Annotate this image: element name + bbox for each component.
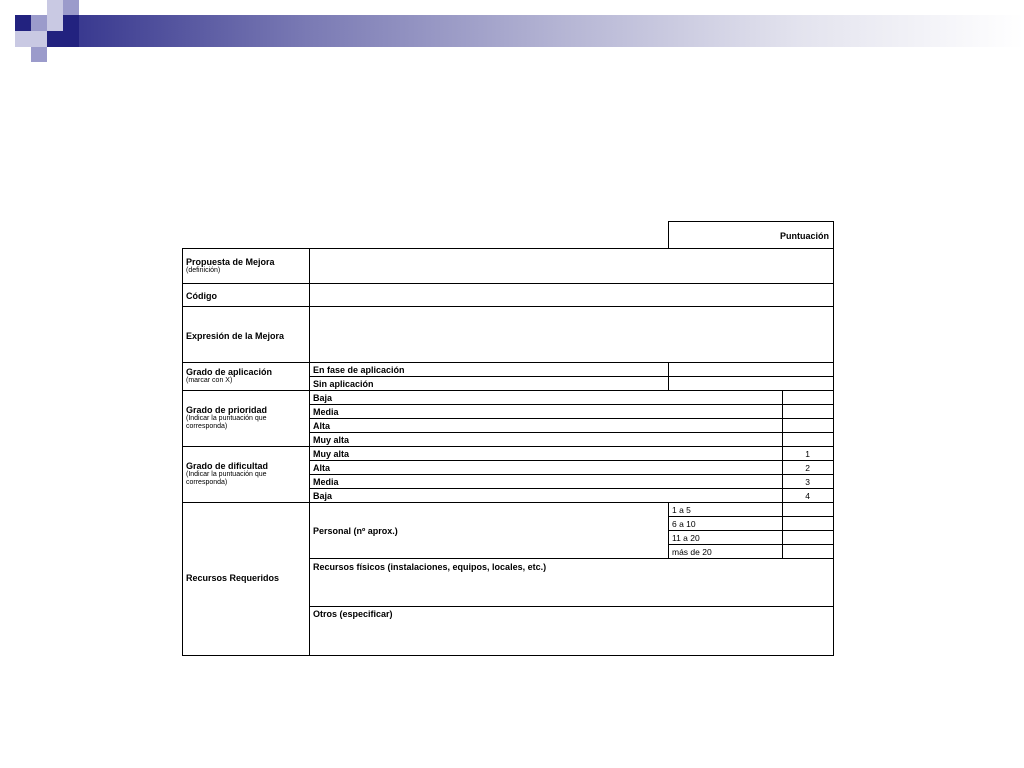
- personal-range-1: 1 a 5: [672, 505, 691, 515]
- grado-dificultad-note: (Indicar la puntuación que corresponda): [186, 471, 267, 486]
- personal-range-3: 11 a 20: [672, 533, 700, 543]
- improvement-proposal-form: [182, 221, 834, 656]
- dificultad-option-alta: Alta: [313, 463, 331, 473]
- dificultad-score-4: 4: [805, 491, 810, 501]
- personal-mark-2[interactable]: [784, 518, 832, 529]
- dificultad-option-baja: Baja: [313, 491, 333, 501]
- grado-aplicacion-label: Grado de aplicación (marcar con X): [186, 367, 306, 385]
- prioridad-option-alta: Alta: [313, 421, 331, 431]
- propuesta-note: (definición): [186, 267, 221, 274]
- recursos-fisicos-input[interactable]: [312, 573, 830, 604]
- grado-prioridad-label: Grado de prioridad (Indicar la puntuación que corresponda): [186, 405, 296, 431]
- dificultad-score-3: 3: [805, 477, 810, 487]
- recursos-fisicos-label: Recursos físicos (instalaciones, equipos, locales, etc.): [313, 562, 547, 572]
- personal-mark-4[interactable]: [784, 546, 832, 557]
- aplicacion-option-en-fase: En fase de aplicación: [313, 365, 405, 375]
- dificultad-score-1: 1: [805, 449, 810, 459]
- personal-range-4: más de 20: [672, 547, 712, 557]
- grado-dificultad-label: Grado de dificultad (Indicar la puntuación que corresponda): [186, 461, 296, 487]
- dificultad-score-2: 2: [805, 463, 810, 473]
- aplicacion-option-sin: Sin aplicación: [313, 379, 374, 389]
- personal-mark-3[interactable]: [784, 532, 832, 543]
- recursos-label: Recursos Requeridos: [186, 573, 280, 583]
- expresion-input[interactable]: [312, 309, 830, 360]
- prioridad-score-muy-alta[interactable]: [784, 434, 832, 445]
- personal-range-2: 6 a 10: [672, 519, 696, 529]
- prioridad-option-media: Media: [313, 407, 339, 417]
- dificultad-option-muy-alta: Muy alta: [313, 449, 350, 459]
- personal-mark-1[interactable]: [784, 504, 832, 515]
- prioridad-option-baja: Baja: [313, 393, 333, 403]
- aplicacion-mark-sin[interactable]: [670, 378, 832, 389]
- personal-label: Personal (nº aprox.): [313, 526, 398, 536]
- grado-prioridad-note: (Indicar la puntuación que corresponda): [186, 415, 267, 430]
- aplicacion-mark-en-fase[interactable]: [670, 364, 832, 375]
- prioridad-option-muy-alta: Muy alta: [313, 435, 350, 445]
- expresion-label: Expresión de la Mejora: [186, 331, 285, 341]
- otros-input[interactable]: [312, 621, 830, 653]
- codigo-label: Código: [186, 291, 217, 301]
- codigo-input[interactable]: [312, 286, 830, 304]
- prioridad-score-media[interactable]: [784, 406, 832, 417]
- dificultad-option-media: Media: [313, 477, 339, 487]
- puntuacion-header-cell: [668, 221, 834, 249]
- grado-aplicacion-note: (marcar con X): [186, 377, 233, 384]
- propuesta-label: Propuesta de Mejora (definición): [186, 257, 306, 275]
- puntuacion-header: Puntuación: [780, 231, 829, 241]
- prioridad-score-baja[interactable]: [784, 392, 832, 403]
- prioridad-score-alta[interactable]: [784, 420, 832, 431]
- propuesta-input[interactable]: [312, 251, 830, 281]
- header-gradient-bar: [0, 15, 1024, 47]
- otros-label: Otros (especificar): [313, 609, 393, 619]
